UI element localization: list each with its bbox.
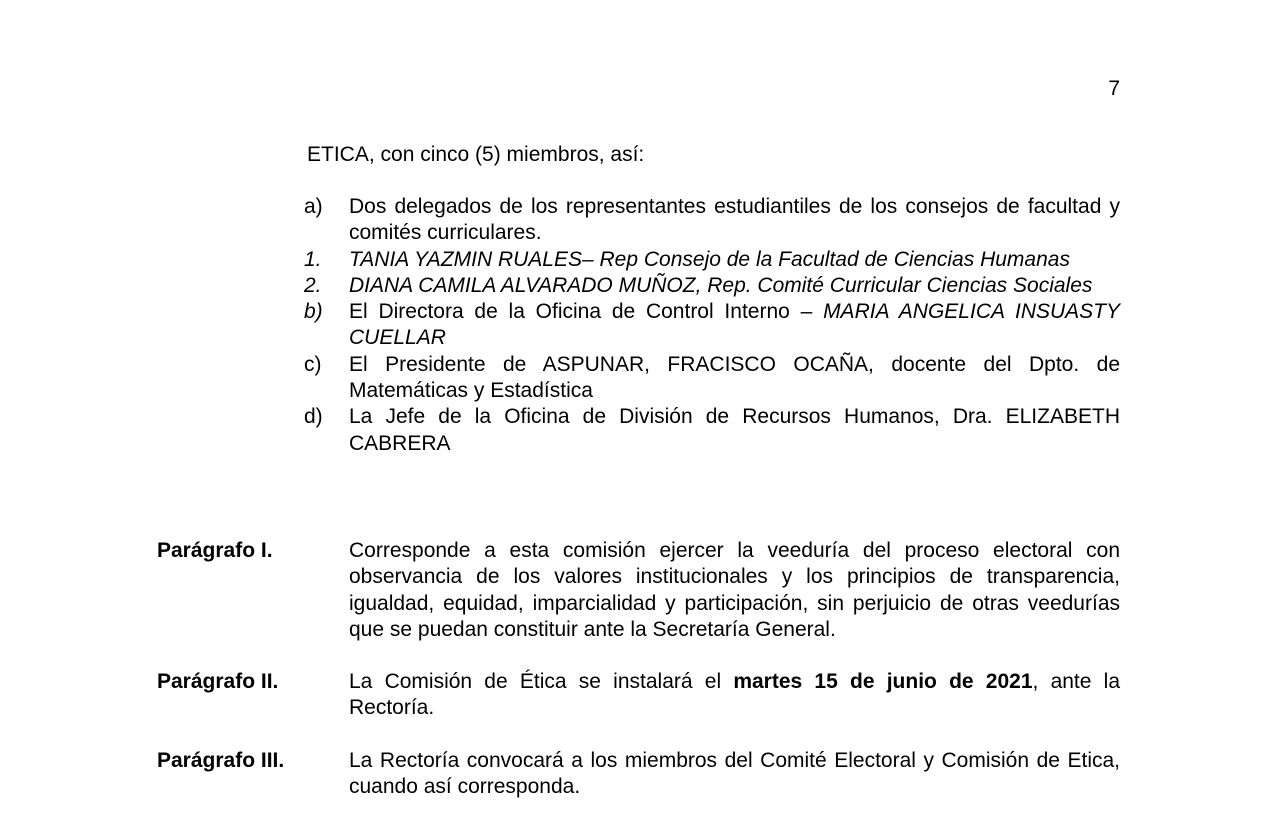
list-item [304,404,1120,457]
paragraph-3 [157,748,1120,801]
list-marker: c) [304,352,322,376]
list-marker: a) [304,195,323,218]
list-item [304,273,1120,299]
paragraph-text-after: , ante la Rectoría. [349,670,1120,720]
list-item-text: DIANA CAMILA ALVARADO MUÑOZ, Rep. Comité Curricular Ciencias Sociales [349,273,1093,297]
intro-line: ETICA, con cinco (5) miembros, así: [307,143,645,166]
paragraph-2 [157,669,1120,722]
list-item [304,247,1120,273]
list-item-text: Dos delegados de los representantes estudiantiles de los consejos de facultad y comités curriculares. [349,195,1120,245]
page-number: 7 [1108,77,1120,100]
members-list [304,194,1120,457]
list-item [304,194,1120,247]
list-marker: 2. [304,273,322,297]
paragraph-text-before: La Comisión de Ética se instalará el [349,670,734,693]
list-marker: 1. [304,247,322,271]
paragraph-label: Parágrafo I. [157,539,273,562]
list-item-text: TANIA YAZMIN RUALES– Rep Consejo de la Facultad de Ciencias Humanas [349,247,1070,271]
paragraph-label: Parágrafo II. [157,670,279,693]
list-marker: d) [304,405,323,429]
paragraph-1 [157,538,1120,643]
list-item-text-plain: El Directora de la Oficina de Control Interno – [349,300,824,324]
list-item-text: La Jefe de la Oficina de División de Recursos Humanos, Dra. ELIZABETH CABRERA [349,405,1120,455]
list-marker: b) [304,300,323,324]
list-item [304,299,1120,352]
paragraph-text [349,669,1120,722]
list-item-text: El Presidente de ASPUNAR, FRACISCO OCAÑA, docente del Dpto. de Matemáticas y Estadística [349,352,1120,403]
list-item-text-italic: MARIA ANGELICA INSUASTY CUELLAR [349,300,1121,350]
list-item-text [349,299,1120,352]
list-item [304,352,1120,405]
paragraph-label: Parágrafo III. [157,749,285,772]
paragraph-text: Corresponde a esta comisión ejercer la veeduría del proceso electoral con observancia de los valores institucionales y los principios de transparencia, igualdad, equidad, imparcialidad y participación, sin perjuicio de otras veedurías que se puedan constituir ante la Secretaría General. [349,539,1120,641]
paragraph-date: martes 15 de junio de 2021 [733,670,1033,693]
paragraph-text: La Rectoría convocará a los miembros del Comité Electoral y Comisión de Etica, cuando así corresponda. [349,749,1120,799]
